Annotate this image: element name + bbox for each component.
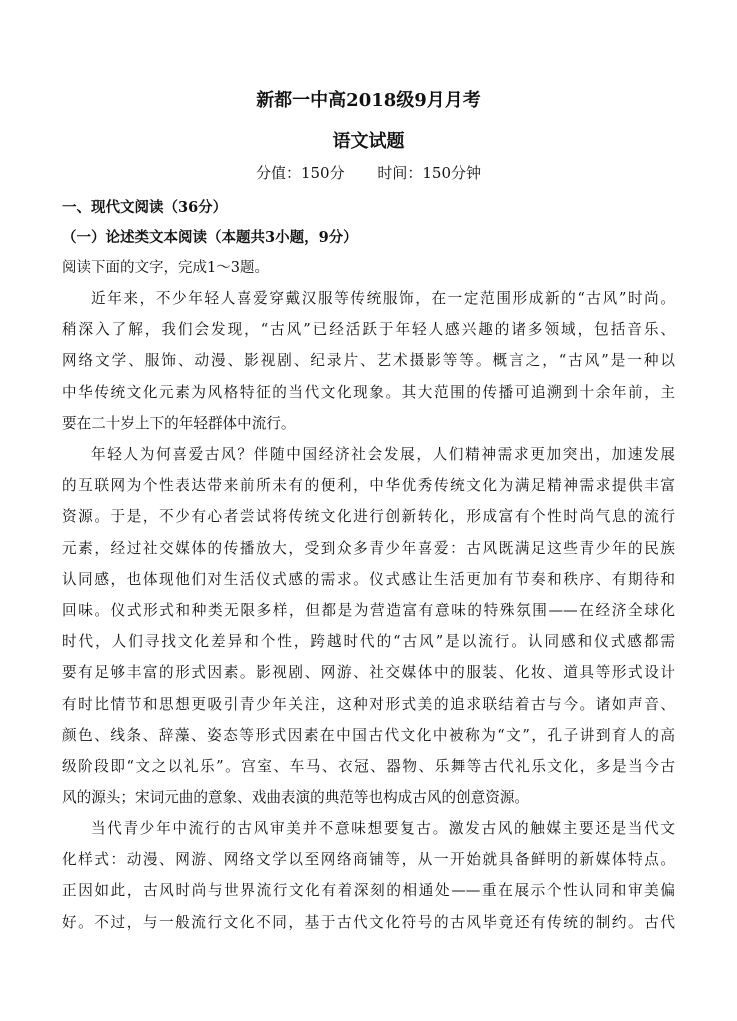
- text-line: 认同感，也体现他们对生活仪式感的需求。仪式感让生活更加有节奏和秩序、有期待和: [62, 570, 675, 588]
- text-line: 要有足够丰富的形式因素。影视剧、网游、社交媒体中的服装、化妆、道具等形式设计: [62, 664, 675, 682]
- score-info: 分值：150分: [255, 164, 345, 182]
- text-line: 有时比情节和思想更吸引青少年关注，这种对形式美的追求联结着古与今。诸如声音、: [62, 695, 675, 713]
- text-line: 的互联网为个性表达带来前所未有的便利，中华优秀传统文化为满足精神需求提供丰富: [62, 477, 675, 495]
- exam-meta: [0, 162, 737, 183]
- text-line: 颜色、线条、辞藻、姿态等形式因素在中国古代文化中被称为“文”，孔子讲到育人的高: [62, 726, 675, 744]
- reading-instruction: 阅读下面的文字，完成1～3题。: [62, 260, 269, 276]
- paragraph-2: [62, 439, 675, 813]
- exam-title: 新都一中高2018级9月月考: [256, 90, 481, 111]
- time-info: 时间：150分钟: [377, 164, 482, 182]
- text-line: 级阶段即“文之以礼乐”。宫室、车马、衣冠、器物、乐舞等古代礼乐文化，多是当今古: [62, 757, 675, 775]
- paragraph-1: [62, 283, 675, 439]
- text-line: 当代青少年中流行的古风审美并不意味想要复古。激发古风的触媒主要还是当代文: [91, 820, 675, 837]
- text-line: 元素，经过社交媒体的传播放大，受到众多青少年喜爱：古风既满足这些青少年的民族: [62, 539, 675, 557]
- section-heading: 一、现代文阅读（36分）: [62, 199, 228, 216]
- text-line: 好。不过，与一般流行文化不同，基于古代文化符号的古风毕竟还有传统的制约。古代: [62, 913, 675, 931]
- text-line: 正因如此，古风时尚与世界流行文化有着深刻的相通处——重在展示个性认同和审美偏: [62, 882, 675, 900]
- text-line: 时代，人们寻找文化差异和个性，跨越时代的“古风”是以流行。认同感和仪式感都需: [62, 633, 675, 651]
- text-line: 网络文学、服饰、动漫、影视剧、纪录片、艺术摄影等等。概言之，“古风”是一种以: [62, 352, 675, 370]
- text-line: 要在二十岁上下的年轻群体中流行。: [62, 414, 296, 432]
- text-line: 风的源头；宋词元曲的意象、戏曲表演的典范等也构成古风的创意资源。: [62, 789, 530, 807]
- text-line: 稍深入了解，我们会发现，“古风”已经活跃于年轻人感兴趣的诸多领域，包括音乐、: [62, 321, 675, 339]
- text-line: 化样式：动漫、网游、网络文学以至网络商铺等，从一开始就具备鲜明的新媒体特点。: [62, 851, 675, 869]
- text-line: 近年来，不少年轻人喜爱穿戴汉服等传统服饰，在一定范围形成新的“古风”时尚。: [91, 290, 675, 307]
- text-line: 中华传统文化元素为风格特征的当代文化现象。其大范围的传播可追溯到十余年前，主: [62, 383, 675, 401]
- text-line: 年轻人为何喜爱古风？伴随中国经济社会发展，人们精神需求更加突出，加速发展: [91, 446, 675, 463]
- text-line: 回味。仪式形式和种类无限多样，但都是为营造富有意味的特殊氛围——在经济全球化: [62, 601, 675, 619]
- text-line: 资源。于是，不少有心者尝试将传统文化进行创新转化，形成富有个性时尚气息的流行: [62, 508, 675, 526]
- subsection-heading: （一）论述类文本阅读（本题共3小题，9分）: [62, 229, 358, 246]
- paragraph-3: [62, 813, 675, 938]
- subject-title: 语文试题: [332, 131, 405, 152]
